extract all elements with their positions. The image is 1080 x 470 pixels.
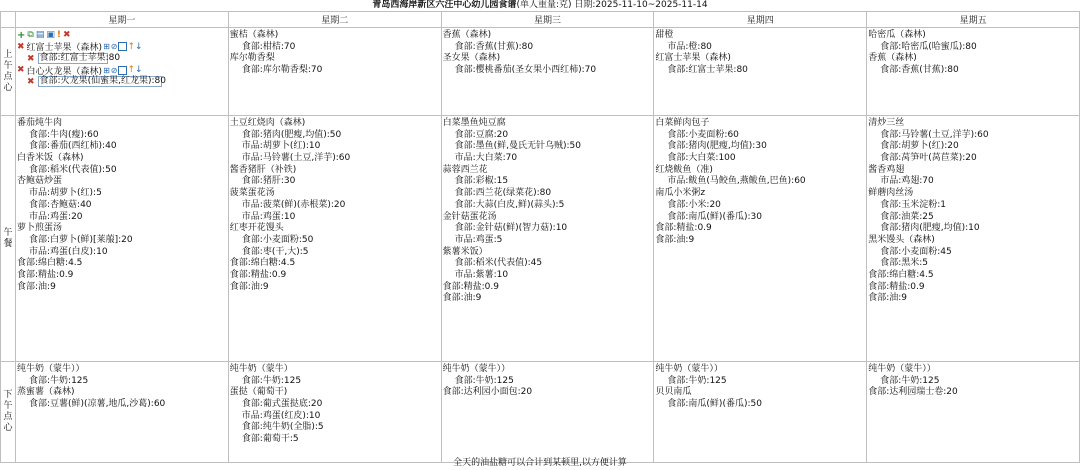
ingredient-line: 市品:胡萝卜(红):10 (241, 141, 321, 152)
ingredient-line: 食部:白萝卜(鲜)[莱菔]:20 (29, 234, 133, 245)
ingredient-line: 市品:菠菜(鲜)(赤根菜):20 (241, 199, 346, 210)
ingredient-input[interactable]: 食部:火龙果(仙蜜果,红龙果):80 (39, 76, 166, 87)
ingredient-line: 食部:油菜:25 (880, 211, 934, 222)
dish-name: 蒸蜜薯（森林) (17, 387, 75, 398)
ingredient-line: 食部:猪肉(肥瘦,均值):10 (880, 223, 980, 234)
ingredient-line: 食部:牛奶:125 (241, 375, 302, 386)
dish-name: 土豆红烧肉（森林) (229, 118, 306, 128)
menu-cell (228, 28, 441, 116)
day-header: 星期二 (228, 12, 441, 28)
seasoning-line: 食部:精盐:0.9 (868, 281, 925, 292)
ingredient-line: 食部:玉米淀粉:1 (880, 199, 946, 210)
seasoning-line: 食部:油:9 (868, 293, 907, 304)
dish-name: 酱香猪肝（补铁) (229, 164, 297, 175)
save-icon[interactable]: ▣ (46, 30, 55, 40)
dish-name: 杏鲍菇炒蛋 (17, 176, 63, 187)
dish-name: 蒜蓉西兰花 (442, 164, 488, 175)
ingredient-line: 食部:黑米:5 (880, 258, 928, 269)
ingredient-line: 食部:莴笋叶(莴苣菜):20 (880, 153, 977, 164)
menu-cell (654, 116, 867, 362)
ingredient-line: 食部:小麦面粉:45 (880, 246, 952, 257)
ingredient-line: 食部:猪肉(肥瘦,均值):30 (667, 141, 767, 152)
arrow-down-icon[interactable]: ↓ (135, 65, 143, 76)
dish-name: 金针菇蛋花汤 (442, 211, 497, 222)
row-label-morning (1, 28, 16, 116)
dish-name: 萝卜煎蛋汤 (17, 223, 63, 234)
title-name: 青岛西海岸新区六汪中心幼儿园食谱 (372, 0, 517, 10)
dish-name: 南瓜小米粥z (655, 188, 706, 199)
ingredient-line: 食部:红富士苹果:80 (667, 65, 748, 76)
dish-name: 红富士苹果（森林) (26, 43, 103, 54)
footer-note: 全天的油盐糖可以合计到某顿里,以方便计算 (453, 458, 627, 468)
menu-cell (654, 28, 867, 116)
menu-cell (867, 28, 1080, 116)
dish-name: 香蕉（森林) (868, 53, 917, 64)
ingredient-line: 食部:小麦面粉:50 (241, 234, 314, 245)
menu-cell (654, 362, 867, 463)
delete-icon[interactable]: ✖ (27, 76, 35, 87)
ingredient-line: 食部:库尔勒香梨:70 (241, 65, 323, 76)
day-header: 星期五 (867, 12, 1080, 28)
ingredient-line: 食部:大白菜:100 (667, 153, 736, 164)
delete-icon[interactable]: ✖ (17, 65, 25, 76)
day-header: 星期四 (654, 12, 867, 28)
ingredient-edit-row (17, 76, 228, 88)
ingredient-line: 食部:稻米(代表值):50 (29, 164, 117, 175)
menu-cell (16, 362, 229, 463)
date-label: 日期: (574, 0, 596, 10)
menu-cell (441, 362, 654, 463)
copy-icon[interactable]: ⧉ (27, 30, 34, 40)
ingredient-line: 食部:彩椒:15 (454, 176, 509, 187)
ingredient-line: 食部:大蒜(白皮,鲜)(蒜头):5 (454, 199, 565, 210)
menu-cell (441, 116, 654, 362)
grid-icon[interactable]: ⊞ (103, 65, 110, 75)
seasoning-line: 食部:油:9 (17, 281, 56, 292)
ingredient-line: 食部:杏鲍菇:40 (29, 199, 92, 210)
dish-name: 红富士苹果（森林) (655, 53, 731, 64)
ingredient-line: 市品:鸡翅:70 (880, 176, 934, 187)
seasoning-line: 食部:油:9 (442, 293, 482, 304)
ingredient-line: 食部:西兰花(绿菜花):80 (454, 188, 552, 199)
ingredient-line: 食部:牛奶:125 (667, 375, 727, 386)
seasoning-line: 食部:达利园瑞士卷:20 (868, 387, 958, 398)
ingredient-line: 食部:番茄(西红柿):40 (29, 141, 117, 152)
seasoning-line: 食部:精盐:0.9 (17, 269, 74, 280)
ingredient-line: 食部:樱桃番茄(圣女果小西红柿):70 (454, 65, 597, 76)
menu-cell (441, 28, 654, 116)
seasoning-line: 食部:绵白糖:4.5 (868, 269, 934, 280)
dish-name: 酱香鸡翅 (868, 164, 905, 175)
ingredient-line: 食部:小麦面粉:60 (667, 129, 739, 140)
dish-name: 白菜墨鱼炖豆腐 (442, 118, 506, 128)
link-icon[interactable]: ⊘ (110, 42, 118, 52)
dish-name: 纯牛奶（蒙牛） (229, 364, 293, 374)
ingredient-line: 市品:鸡蛋:5 (454, 234, 503, 245)
arrow-down-icon[interactable]: ↓ (135, 41, 143, 52)
dish-name: 甜橙 (655, 30, 674, 40)
seasoning-line: 食部:精盐:0.9 (229, 269, 287, 280)
ingredient-line: 食部:猪肉(肥瘦,均值):50 (241, 129, 342, 140)
ingredient-line: 食部:枣(干,大):5 (241, 246, 309, 257)
dish-name: 蛋挞（葡萄干) (229, 387, 288, 398)
title-unit: (单人重量:克) (516, 0, 572, 10)
seasoning-line: 食部:精盐:0.9 (655, 223, 712, 234)
ingredient-line: 食部:南瓜(鲜)(番瓜):30 (667, 211, 762, 222)
row-label-afternoon (1, 362, 16, 463)
ingredient-line: 市品:鲅鱼(马鲛鱼,燕鲅鱼,巴鱼):60 (667, 176, 806, 187)
ingredient-line: 食部:南瓜(鲜)(番瓜):50 (667, 399, 762, 410)
ingredient-line: 食部:香蕉(甘蕉):80 (454, 41, 534, 52)
ingredient-line: 市品:鸡蛋:10 (241, 211, 296, 222)
ingredient-line: 食部:金针菇(鲜)(智力菇):10 (454, 223, 568, 234)
ingredient-line: 市品:鸡蛋:20 (29, 211, 83, 222)
ingredient-line: 市品:马铃薯(土豆,洋芋):60 (241, 153, 351, 164)
seasoning-line: 食部:油:9 (229, 281, 269, 292)
dish-name: 纯牛奶（蒙牛）） (655, 364, 723, 374)
dish-name: 菠菜蛋花汤 (229, 188, 275, 199)
exclamation-icon[interactable]: ! (56, 30, 61, 40)
dish-edit-row (17, 41, 228, 53)
dish-name: 白心火龙果（森林) (26, 66, 103, 77)
ingredient-line: 食部:牛奶:125 (454, 375, 514, 386)
date-range: 2025-11-10~2025-11-14 (595, 0, 708, 10)
dish-name: 纯牛奶（蒙牛）） (868, 364, 936, 374)
row-label-text: 午 餐 (3, 227, 13, 249)
ingredient-line: 食部:柑桔:70 (241, 41, 296, 52)
ingredient-line: 食部:牛奶:125 (880, 375, 940, 386)
ingredient-line: 食部:胡萝卜(红):20 (880, 141, 959, 152)
plus-icon[interactable]: + (17, 30, 26, 41)
dish-name: 圣女果（森林) (442, 53, 501, 64)
row-label-text: 上 午 点 心 (3, 49, 13, 93)
menu-cell (228, 362, 441, 463)
dish-name: 清炒三丝 (868, 118, 905, 128)
ingredient-line: 食部:豆薯(鲜)(凉薯,地瓜,沙葛):60 (29, 399, 166, 410)
menu-table (0, 11, 1080, 463)
dish-name: 白菜鲜肉包子 (655, 118, 710, 128)
ingredient-line: 食部:猪肝:30 (241, 176, 296, 187)
header-row (1, 12, 1080, 28)
ingredient-line: 市品:鸡蛋(白皮):10 (29, 246, 108, 257)
ingredient-edit-row (17, 53, 228, 65)
ingredient-line: 市品:胡萝卜(红):5 (29, 188, 102, 199)
ingredient-line: 食部:牛肉(瘦):60 (29, 129, 99, 140)
row-label-lunch (1, 116, 16, 362)
ingredient-line: 食部:小米:20 (667, 199, 721, 210)
seasoning-line: 食部:绵白糖:4.5 (229, 258, 296, 269)
ingredient-line: 市品:紫薯:10 (454, 269, 509, 280)
ingredient-line: 食部:葡萄干:5 (241, 434, 299, 445)
ingredient-line: 食部:纯牛奶(全脂):5 (241, 422, 324, 433)
afternoon-snack-row (1, 362, 1080, 463)
corner-cell (1, 12, 16, 28)
dish-name: 库尔勒香梨 (229, 53, 275, 64)
dish-name: 香蕉（森林) (442, 30, 492, 40)
dish-name: 紫薯米饭） (442, 246, 488, 257)
clear-icon[interactable]: ✖ (62, 30, 71, 40)
row-label-text: 下 午 点 心 (3, 390, 13, 433)
seasoning-line: 食部:绵白糖:4.5 (17, 258, 83, 269)
dish-name: 贝贝南瓜 (655, 387, 692, 398)
menu-cell (228, 116, 441, 362)
ingredient-line: 食部:葡式蛋挞底:20 (241, 399, 323, 410)
ingredient-line: 市品:大白菜:70 (454, 153, 518, 164)
arrow-up-icon[interactable]: ↑ (127, 41, 136, 52)
lunch-row (1, 116, 1080, 362)
seasoning-line: 食部:精盐:0.9 (442, 281, 499, 292)
grid-icon[interactable]: ⊞ (103, 42, 110, 52)
dish-name: 哈密瓜（森林) (868, 30, 926, 40)
delete-icon[interactable]: ✖ (27, 53, 35, 64)
editable-cell (16, 28, 229, 116)
seasoning-line: 食部:油:9 (655, 234, 695, 245)
dish-name: 纯牛奶（蒙牛）） (442, 364, 511, 374)
dish-name: 鲜蘑肉丝汤 (868, 188, 914, 199)
arrow-up-icon[interactable]: ↑ (127, 65, 136, 76)
ingredient-line: 食部:马铃薯(土豆,洋芋):60 (880, 129, 989, 140)
page-title (0, 0, 1080, 11)
dish-name: 红枣开花馒头 (229, 223, 284, 234)
day-header: 星期三 (441, 12, 654, 28)
paste-icon[interactable]: ▤ (35, 30, 45, 40)
dish-name: 番茄炖牛肉 (17, 118, 63, 128)
ingredient-line: 市品:橙:80 (667, 41, 712, 52)
seasoning-line: 食部:达利园小面包:20 (442, 387, 533, 398)
cell-toolbar (17, 30, 228, 41)
ingredient-line: 市品:鸡蛋(红皮):10 (241, 410, 321, 421)
checkbox[interactable] (118, 66, 127, 75)
menu-cell (16, 116, 229, 362)
ingredient-line: 食部:墨鱼(鲜,曼氏无针乌贼):50 (454, 141, 581, 152)
dish-name: 红烧鲅鱼（准) (655, 164, 713, 175)
menu-cell (867, 362, 1080, 463)
ingredient-line: 食部:稻米(代表值):45 (454, 258, 543, 269)
ingredient-line: 食部:香蕉(甘蕉):80 (880, 65, 959, 76)
dish-edit-row (17, 64, 228, 76)
dish-name: 黑米馒头（森林) (868, 234, 935, 245)
delete-icon[interactable]: ✖ (17, 41, 25, 52)
ingredient-input[interactable]: 食部:红富士苹果:80 (39, 53, 121, 64)
dish-name: 蜜桔（森林) (229, 30, 279, 40)
day-header: 星期一 (16, 12, 229, 28)
ingredient-line: 食部:豆腐:20 (454, 129, 509, 140)
checkbox[interactable] (118, 42, 127, 51)
morning-snack-row (1, 28, 1080, 116)
dish-name: 纯牛奶（蒙牛）） (17, 364, 85, 374)
ingredient-line: 食部:牛奶:125 (29, 375, 89, 386)
link-icon[interactable]: ⊘ (110, 65, 118, 75)
menu-cell (867, 116, 1080, 362)
dish-name: 白香米饭（森林) (17, 153, 84, 164)
ingredient-line: 食部:哈密瓜(哈蜜瓜):80 (880, 41, 977, 52)
